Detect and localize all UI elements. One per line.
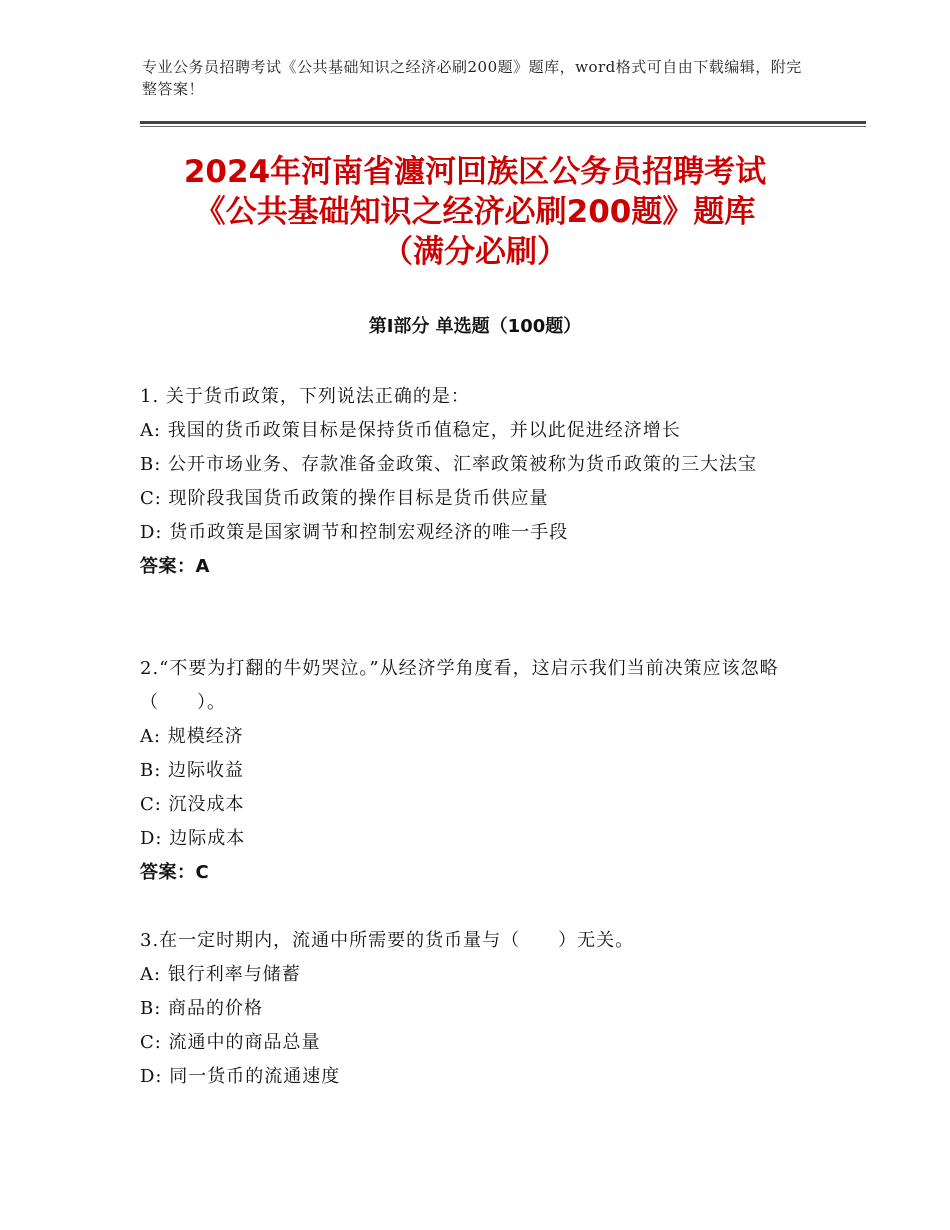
- question-stem: 2.“不要为打翻的牛奶哭泣。”从经济学角度看，这启示我们当前决策应该忽略（ ）。: [140, 658, 779, 713]
- header-note: 专业公务员招聘考试《公共基础知识之经济必刷200题》题库，word格式可自由下载编辑，附完整答案！: [142, 58, 802, 98]
- document-title: [100, 152, 850, 272]
- question-stem: 3.在一定时期内，流通中所需要的货币量与（ ）无关。: [140, 930, 635, 951]
- option-a: A: 银行利率与储蓄: [140, 964, 301, 985]
- answer: 答案：A: [140, 556, 210, 577]
- title-line-2: 《公共基础知识之经济必刷200题》题库: [194, 194, 756, 230]
- option-c: C: 现阶段我国货币政策的操作目标是货币供应量: [140, 488, 549, 509]
- title-line-1: 2024年河南省瀍河回族区公务员招聘考试: [183, 154, 767, 190]
- title-line-3: （满分必刷）: [382, 234, 568, 270]
- option-d: D: 同一货币的流通速度: [140, 1066, 341, 1087]
- option-a: A: 规模经济: [140, 726, 244, 747]
- option-a: A: 我国的货币政策目标是保持货币值稳定，并以此促进经济增长: [140, 420, 681, 441]
- option-d: D: 货币政策是国家调节和控制宏观经济的唯一手段: [140, 522, 569, 543]
- question-1: [140, 380, 820, 584]
- option-b: B: 公开市场业务、存款准备金政策、汇率政策被称为货币政策的三大法宝: [140, 454, 758, 475]
- header-rule-thick: [140, 121, 866, 124]
- option-b: B: 边际收益: [140, 760, 245, 781]
- header-rule-thin: [140, 126, 866, 127]
- option-d: D: 边际成本: [140, 828, 246, 849]
- question-stem: 1. 关于货币政策，下列说法正确的是：: [140, 386, 470, 407]
- section-title: 第Ⅰ部分 单选题（100题）: [368, 316, 582, 337]
- answer: 答案：C: [140, 862, 210, 883]
- question-2: [140, 652, 820, 890]
- option-c: C: 流通中的商品总量: [140, 1032, 321, 1053]
- question-3: [140, 924, 820, 1094]
- option-b: B: 商品的价格: [140, 998, 264, 1019]
- option-c: C: 沉没成本: [140, 794, 245, 815]
